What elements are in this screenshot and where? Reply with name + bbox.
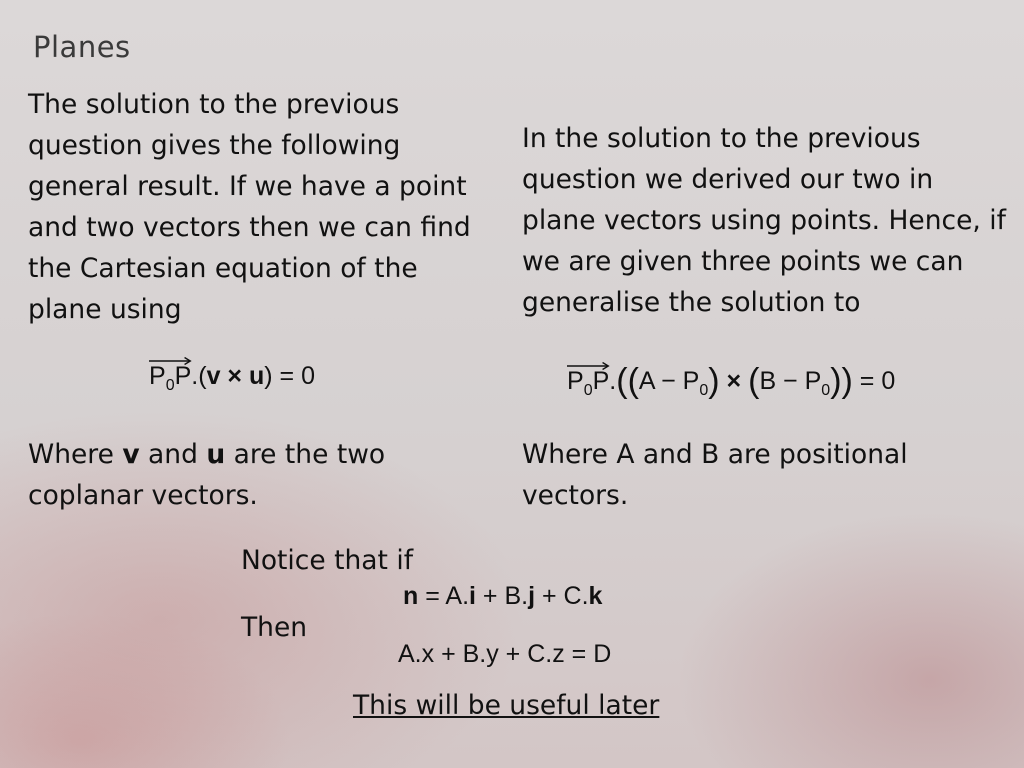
equation-left: $P_0P.(v \times u) = 0$ — [149, 362, 315, 395]
vector-arrow-icon — [567, 361, 609, 371]
where-right-text: Where A and B are positional vectors. — [522, 439, 908, 511]
equation-normal: n = A.i + B.j + C.k — [403, 582, 603, 610]
cross-symbol: × — [227, 362, 243, 390]
useful-later-note: This will be useful later — [353, 690, 660, 721]
equation-right: $P_0P.((A - P_0) \times (B - P_0)) = 0$ — [567, 362, 896, 400]
cross-symbol: × — [726, 367, 742, 395]
then-text: Then — [241, 612, 308, 643]
vector-p0p: $P_0P$ — [149, 362, 191, 395]
vector-arrow-icon — [149, 356, 191, 366]
left-paragraph: The solution to the previous question gives the following general result. If we have a point and two vectors then we can find the Cartesian equation of the plane using — [28, 89, 471, 325]
equation-cartesian: A.x + B.y + C.z = D — [398, 640, 612, 668]
vector-p0p: $P_0P$ — [567, 367, 609, 400]
slide-title: Planes — [33, 30, 131, 64]
notice-text: Notice that if — [241, 545, 414, 576]
right-paragraph: In the solution to the previous question we derived our two in plane vectors using points. Hence, if we are given three points we can generalise the solution to — [522, 123, 1006, 318]
where-left-text: Where v and u are the two coplanar vectors. — [28, 439, 386, 511]
